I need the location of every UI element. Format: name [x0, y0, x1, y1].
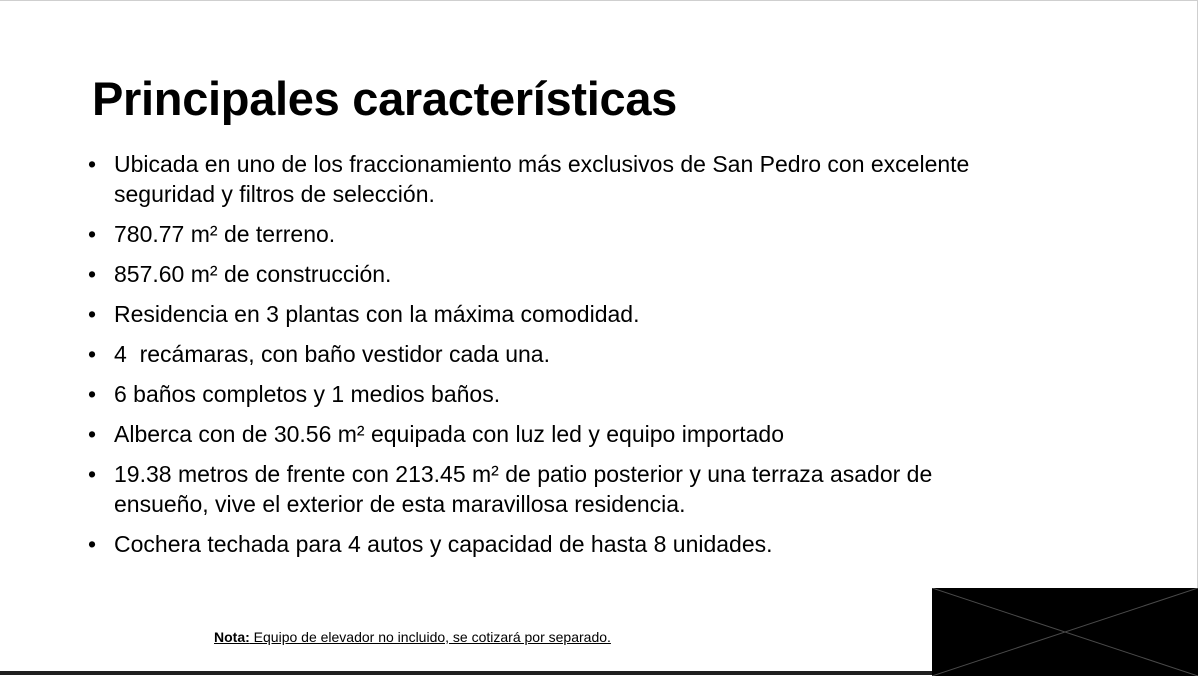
- bullet-icon: •: [88, 461, 97, 487]
- list-item-text: Residencia en 3 plantas con la máxima comodidad.: [114, 301, 640, 327]
- list-item: [88, 299, 988, 329]
- list-item: [88, 259, 988, 289]
- list-item: [88, 379, 988, 409]
- image-placeholder-icon: [932, 588, 1198, 676]
- bullet-icon: •: [88, 151, 97, 177]
- bullet-icon: •: [88, 531, 97, 557]
- list-item: [88, 219, 988, 249]
- footnote-label: Nota:: [214, 629, 250, 645]
- list-item: [88, 459, 988, 519]
- list-item-text: 4 recámaras, con baño vestidor cada una.: [114, 341, 550, 367]
- bullet-icon: •: [88, 381, 97, 407]
- bullet-icon: •: [88, 421, 97, 447]
- image-placeholder: [932, 588, 1198, 676]
- footnote-text: Equipo de elevador no incluido, se cotizará por separado.: [249, 629, 611, 645]
- list-item: [88, 149, 988, 209]
- list-item: [88, 339, 988, 369]
- bullet-icon: •: [88, 221, 97, 247]
- list-item-text: 857.60 m² de construcción.: [114, 261, 392, 287]
- list-item-text: 19.38 metros de frente con 213.45 m² de patio posterior y una terraza asador de ensueño, vive el exterior de esta maravillosa residencia.: [114, 461, 933, 517]
- list-item: [88, 529, 988, 559]
- list-item-text: Cochera techada para 4 autos y capacidad de hasta 8 unidades.: [114, 531, 773, 557]
- footnote: [214, 629, 611, 645]
- list-item-text: 780.77 m² de terreno.: [114, 221, 336, 247]
- list-item: [88, 419, 988, 449]
- bullet-icon: •: [88, 261, 97, 287]
- list-item-text: 6 baños completos y 1 medios baños.: [114, 381, 501, 407]
- features-list: [88, 149, 988, 569]
- list-item-text: Ubicada en uno de los fraccionamiento más exclusivos de San Pedro con excelente seguridad y filtros de selección.: [114, 151, 970, 207]
- slide-title: Principales características: [92, 72, 677, 125]
- bullet-icon: •: [88, 341, 97, 367]
- list-item-text: Alberca con de 30.56 m² equipada con luz led y equipo importado: [114, 421, 784, 447]
- bullet-icon: •: [88, 301, 97, 327]
